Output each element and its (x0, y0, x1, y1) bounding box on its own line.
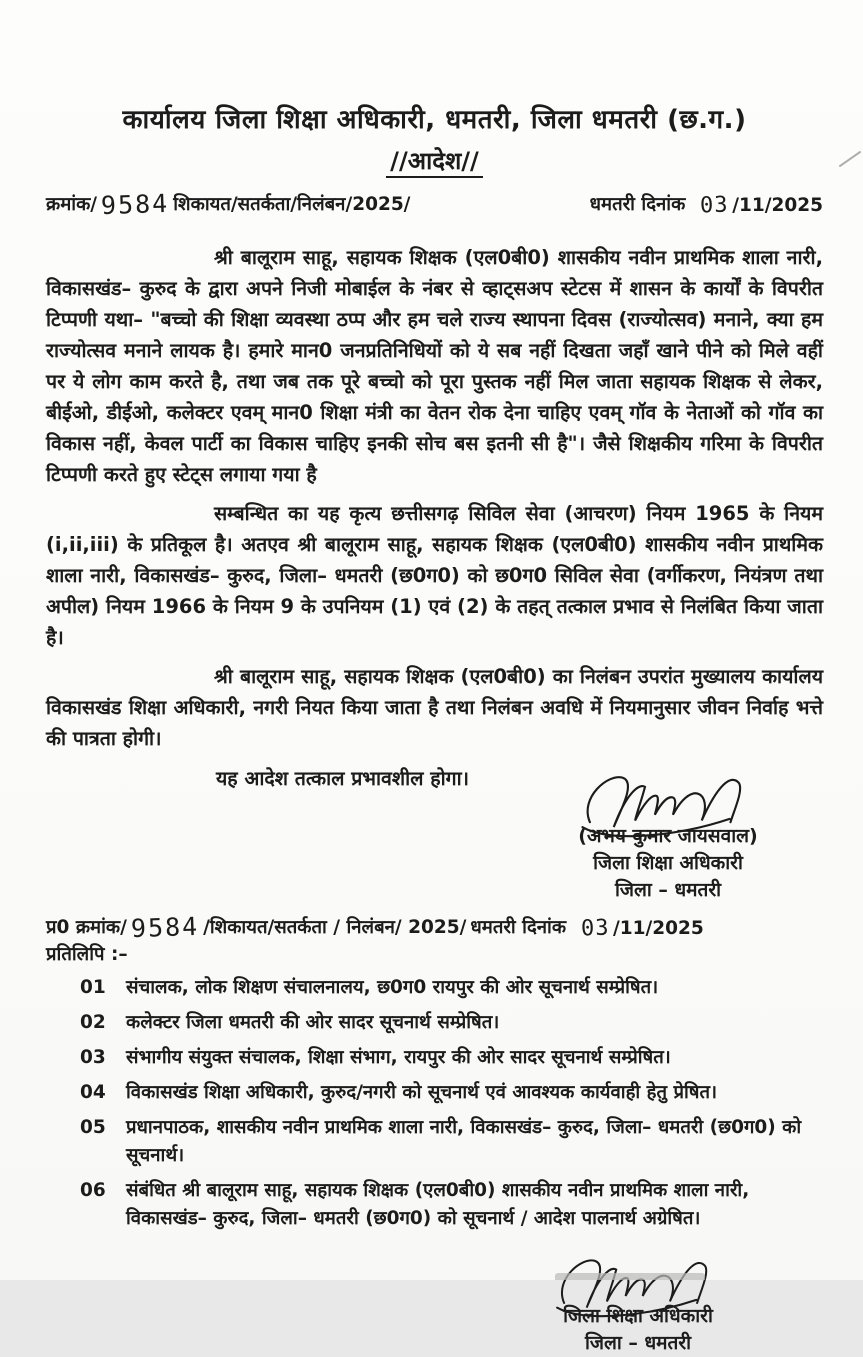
copy-number: 05 (80, 1117, 106, 1138)
reference-number-group (46, 188, 411, 220)
endorsement-number-handwritten: 9584 (130, 911, 200, 943)
copy-item-4 (80, 1079, 823, 1107)
copy-text: संचालक, लोक शिक्षण संचालनालय, छ0ग0 रायपुर की ओर सूचनार्थ सम्प्रेषित। (126, 977, 659, 998)
signatory-district: जिला – धमतरी (614, 879, 722, 901)
endorsement-subject: /शिकायत/सतर्कता / निलंबन/ 2025/ (203, 917, 467, 938)
paragraph-3: श्री बालूराम साहू, सहायक शिक्षक (एल0बी0) का निलंबन उपरांत मुख्यालय कार्यालय विकासखंड शिक्षा अधिकारी, नगरी नियत किया जाता है तथा निलंबन अवधि में नियमानुसार जीवन निर्वाह भत्ते की पात्रता होगी। (46, 665, 823, 750)
signature-block-top (543, 763, 793, 904)
copy-text: विकासखंड शिक्षा अधिकारी, कुरुद/नगरी को सूचनार्थ एवं आवश्यक कार्यवाही हेतु प्रेषित। (126, 1082, 718, 1103)
date-day-handwritten: 03 (699, 192, 729, 219)
reference-line (46, 188, 823, 220)
reference-number-handwritten: 9584 (100, 188, 170, 220)
effective-immediately-line: यह आदेश तत्काल प्रभावशील होगा। (216, 767, 470, 790)
copy-number: 06 (80, 1180, 106, 1201)
copy-number: 04 (80, 1082, 106, 1103)
signatory-district: जिला – धमतरी (584, 1332, 692, 1354)
endorsement-place-date-label: धमतरी दिनांक (470, 917, 567, 938)
signatory-designation: जिला शिक्षा अधिकारी (593, 852, 743, 874)
scan-artifact-corner-line (839, 151, 861, 168)
order-heading (46, 144, 823, 177)
date-rest: /11/2025 (732, 195, 823, 216)
copy-number: 02 (80, 1012, 106, 1033)
signature-block-bottom (513, 1247, 763, 1357)
order-heading-text: //आदेश// (386, 147, 483, 178)
copy-item-3 (80, 1044, 823, 1072)
paragraph-2: सम्बन्धित का यह कृत्य छत्तीसगढ़ सिविल सेवा (आचरण) नियम 1965 के नियम (i,ii,iii) के प्रतिकूल है। अतएव श्री बालूराम साहू, सहायक शिक्षक (एल0बी0) शासकीय नवीन प्राथमिक शाला नारी, विकासखंड– कुरुद, जिला– धमतरी (छ0ग0) को छ0ग0 सिविल सेवा (वर्गीकरण, नियंत्रण तथा अपील) नियम 1966 के नियम 9 के उपनियम (1) एवं (2) के तहत् तत्काल प्रभाव से निलंबित किया जाता है। (46, 502, 823, 649)
copy-item-5 (80, 1114, 823, 1170)
endorsement-number-prefix: प्र0 क्रमांक/ (46, 917, 127, 938)
copy-number: 01 (80, 977, 106, 998)
signatory-name: (अभय कुमार जायसवाल) (578, 825, 758, 847)
place-date-group (589, 191, 823, 219)
reference-subject: शिकायत/सतर्कता/निलंबन/2025/ (173, 194, 411, 215)
scan-artifact-smudge (555, 1273, 705, 1280)
copy-text: कलेक्टर जिला धमतरी की ओर सादर सूचनार्थ सम्प्रेषित। (126, 1012, 500, 1033)
copies-list (80, 974, 823, 1233)
endorsement-date-rest: /11/2025 (613, 918, 704, 939)
copy-item-1 (80, 974, 823, 1002)
copy-number: 03 (80, 1047, 106, 1068)
endorsement-date-day-handwritten: 03 (580, 915, 610, 942)
signatory-designation: जिला शिक्षा अधिकारी (563, 1305, 713, 1327)
office-title: कार्यालय जिला शिक्षा अधिकारी, धमतरी, जिला धमतरी (छ.ग.) (122, 105, 747, 135)
reference-number-prefix: क्रमांक/ (46, 194, 98, 215)
paragraph-1: श्री बालूराम साहू, सहायक शिक्षक (एल0बी0) शासकीय नवीन प्राथमिक शाला नारी, विकासखंड– कुरुद के द्वारा अपने निजी मोबाईल के नंबर से व्हाट्सअप स्टेटस में शासन के कार्यों के विपरीत टिप्पणी यथा– "बच्चो की शिक्षा व्यवस्था ठप्प और हम चले राज्य स्थापना दिवस (राज्योत्सव) मनाने, क्या हम राज्योत्सव मनाने लायक है। हमारे मान0 जनप्रतिनिधियों को ये सब नहीं दिखता जहाँ खाने पीने को मिले वहीं पर ये लोग काम करते है, तथा जब तक पूरे बच्चो को पूरा पुस्तक नहीं मिल जाता सहायक शिक्षक से लेकर, बीईओ, डीईओ, कलेक्टर एवम् मान0 शिक्षा मंत्री का वेतन रोक देना चाहिए एवम् गॉव के नेताओं को गॉव का विकास नहीं, केवल पार्टी का विकास चाहिए इनकी सोच बस इतनी सी है"। जैसे शिक्षकीय गरिमा के विपरीत टिप्पणी करते हुए स्टेट्स लगाया गया है (46, 246, 823, 486)
copy-item-2 (80, 1009, 823, 1037)
copy-text: प्रधानपाठक, शासकीय नवीन प्राथमिक शाला नारी, विकासखंड– कुरुद, जिला– धमतरी (छ0ग0) को सूचनार्थ। (126, 1117, 802, 1166)
copies-label: प्रतिलिपि :– (46, 944, 128, 965)
copy-text: संबंधित श्री बालूराम साहू, सहायक शिक्षक (एल0बी0) शासकीय नवीन प्राथमिक शाला नारी, विकासखंड– कुरुद, जिला– धमतरी (छ0ग0) को सूचनार्थ / आदेश पालनार्थ अग्रेषित। (126, 1180, 750, 1229)
place-date-label: धमतरी दिनांक (589, 194, 686, 215)
endorsement-line (46, 911, 823, 943)
copy-item-6 (80, 1177, 823, 1233)
order-body (46, 242, 823, 754)
copy-text: संभागीय संयुक्त संचालक, शिक्षा संभाग, रायपुर की ओर सादर सूचनार्थ सम्प्रेषित। (126, 1047, 671, 1068)
